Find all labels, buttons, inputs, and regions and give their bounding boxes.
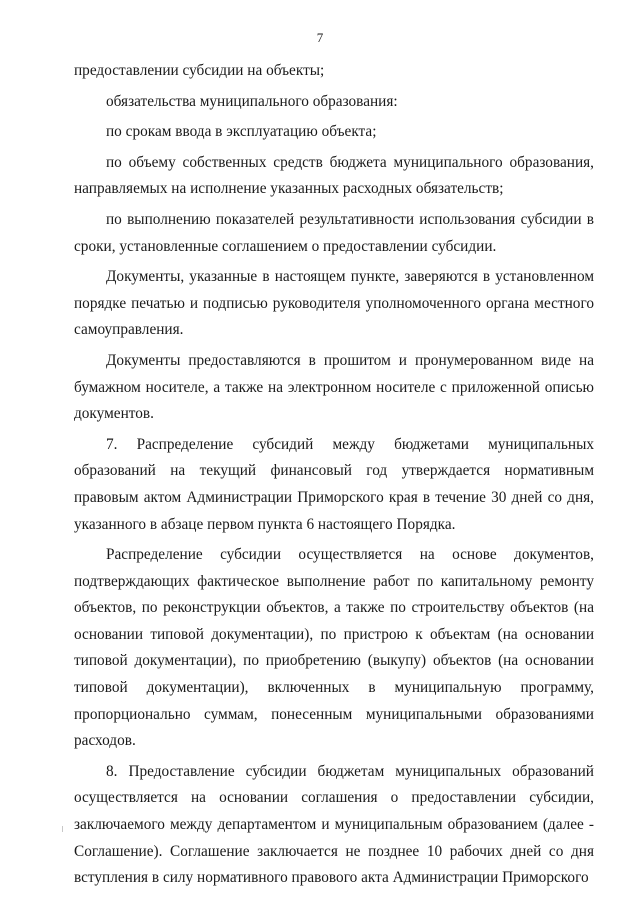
paragraph: по срокам ввода в эксплуатацию объекта; — [106, 123, 377, 141]
paragraph: по выполнению показателей результативности использования субсидии в сроки, установленные соглашением о предоставлении субсидии. — [74, 210, 594, 255]
paragraph: обязательства муниципального образования: — [106, 92, 398, 110]
paragraph: Документы, указанные в настоящем пункте, заверяются в установленном порядке печатью и подписью руководителя уполномоченного органа местного самоуправления. — [74, 268, 594, 339]
paragraph-item-8: 8. Предоставление субсидии бюджетам муниципальных образований осуществляется на основании соглашения о предоставлении субсидии, заключаемого между департаментом и муниципальным образованием (далее - Соглашение). Соглашение заключается не позднее 10 рабочих дней со дня вступления в силу нормативного правового акта Администрации Приморского — [74, 762, 594, 887]
scan-mark — [62, 826, 63, 832]
paragraph: по объему собственных средств бюджета муниципального образования, направляемых на исполнение указанных расходных обязательств; — [74, 153, 594, 198]
paragraph: Документы предоставляются в прошитом и пронумерованном виде на бумажном носителе, а также на электронном носителе с приложенной описью документов. — [74, 351, 594, 423]
page-number: 7 — [316, 30, 324, 45]
document-body — [74, 58, 594, 892]
paragraph-item-7: 7. Распределение субсидий между бюджетами муниципальных образований на текущий финансовый год утверждается нормативным правовым актом Администрации Приморского края в течение 30 дней со дня, указанного в абзаце первом пункта 6 настоящего Порядка. — [74, 435, 594, 533]
paragraph-continuation: предоставлении субсидии на объекты; — [74, 62, 325, 79]
paragraph: Распределение субсидии осуществляется на основе документов, подтверждающих фактическое выполнение работ по капитальному ремонту объектов, по реконструкции объектов, а также по строительству объектов (на основании типовой документации), по пристрою к объектам (на основании типовой документации), по приобретению (выкупу) объектов (на основании типовой документации), включенных в муниципальную программу, пропорционально суммам, понесенным муниципальными образованиями расходов. — [74, 546, 594, 750]
